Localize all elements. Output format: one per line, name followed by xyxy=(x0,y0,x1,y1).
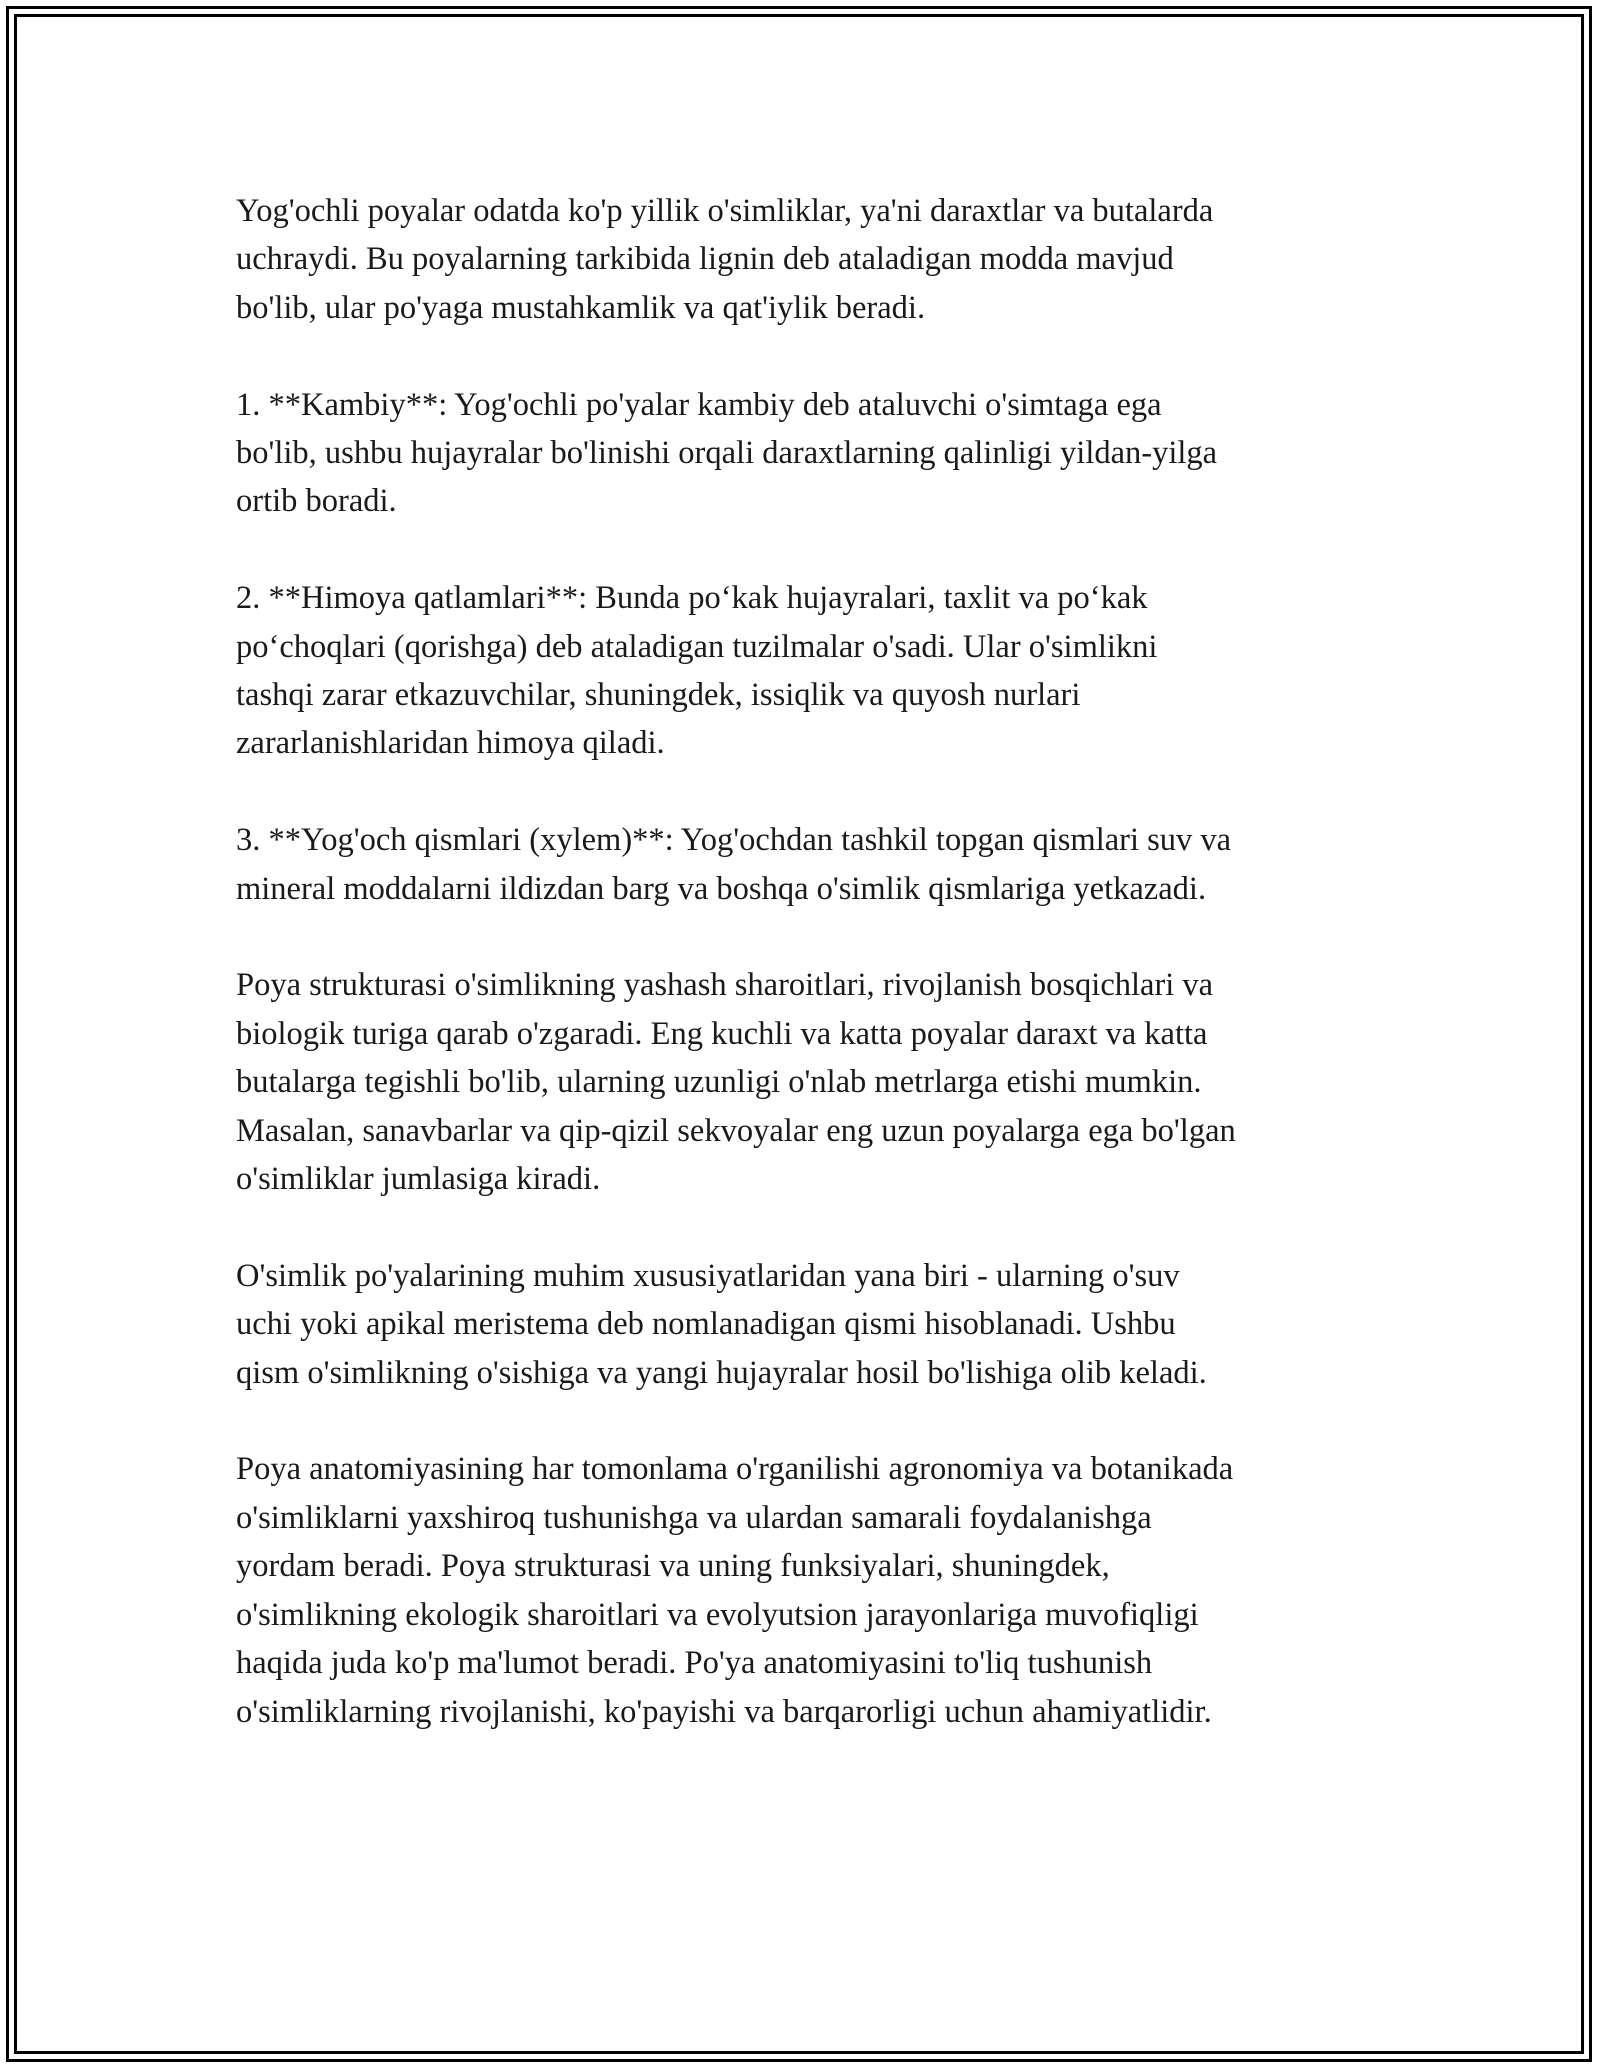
document-body xyxy=(236,187,1386,1784)
paragraph-meristem: O'simlik po'yalarining muhim xususiyatlaridan yana biri - ularning o'suv uchi yoki apikal meristema deb nomlanadigan qismi hisoblanadi. Ushbu qism o'simlikning o'sishiga va yangi hujayralar hosil bo'lishiga olib keladi. xyxy=(236,1257,1207,1391)
list-item-himoya: 2. **Himoya qatlamlari**: Bunda po‘kak hujayralari, taxlit va po‘kak po‘choqlari (qorishga) deb ataladigan tuzilmalar o'sadi. Ular o'simlikni tashqi zarar etkazuvchilar, shuningdek, issiqlik va quyosh nurlari zararlanishlaridan himoya qiladi. xyxy=(236,580,1158,762)
paragraph-intro: Yog'ochli poyalar odatda ko'p yillik o'simliklar, ya'ni daraxtlar va butalarda uchraydi. Bu poyalarning tarkibida lignin deb ataladigan modda mavjud bo'lib, ular po'yaga mustahkamlik va qat'iylik beradi. xyxy=(236,193,1214,326)
paragraph-structure: Poya strukturasi o'simlikning yashash sharoitlari, rivojlanish bosqichlari va biologik turiga qarab o'zgaradi. Eng kuchli va katta poyalar daraxt va katta butalarga tegishli bo'lib, ularning uzunligi o'nlab metrlarga etishi mumkin. Masalan, sanavbarlar va qip-qizil sekvoyalar eng uzun poyalarga ega bo'lgan o'simliklar jumlasiga kiradi. xyxy=(236,967,1236,1198)
paragraph-conclusion: Poya anatomiyasining har tomonlama o'rganilishi agronomiya va botanikada o'simliklarni yaxshiroq tushunishga va ulardan samarali foydalanishga yordam beradi. Poya strukturasi va uning funksiyalari, shuningdek, o'simlikning ekologik sharoitlari va evolyutsion jarayonlariga muvofiqligi haqida juda ko'p ma'lumot beradi. Po'ya anatomiyasini to'liq tushunish o'simliklarning rivojlanishi, ko'payishi va barqarorligi uchun ahamiyatlidir. xyxy=(236,1451,1234,1730)
list-item-xylem: 3. **Yog'och qismlari (xylem)**: Yog'ochdan tashkil topgan qismlari suv va mineral moddalarni ildizdan barg va boshqa o'simlik qismlariga yetkazadi. xyxy=(236,822,1232,907)
list-item-kambiy: 1. **Kambiy**: Yog'ochli po'yalar kambiy deb ataluvchi o'simtaga ega bo'lib, ushbu hujayralar bo'linishi orqali daraxtlarning qalinligi yildan-yilga ortib boradi. xyxy=(236,386,1218,520)
